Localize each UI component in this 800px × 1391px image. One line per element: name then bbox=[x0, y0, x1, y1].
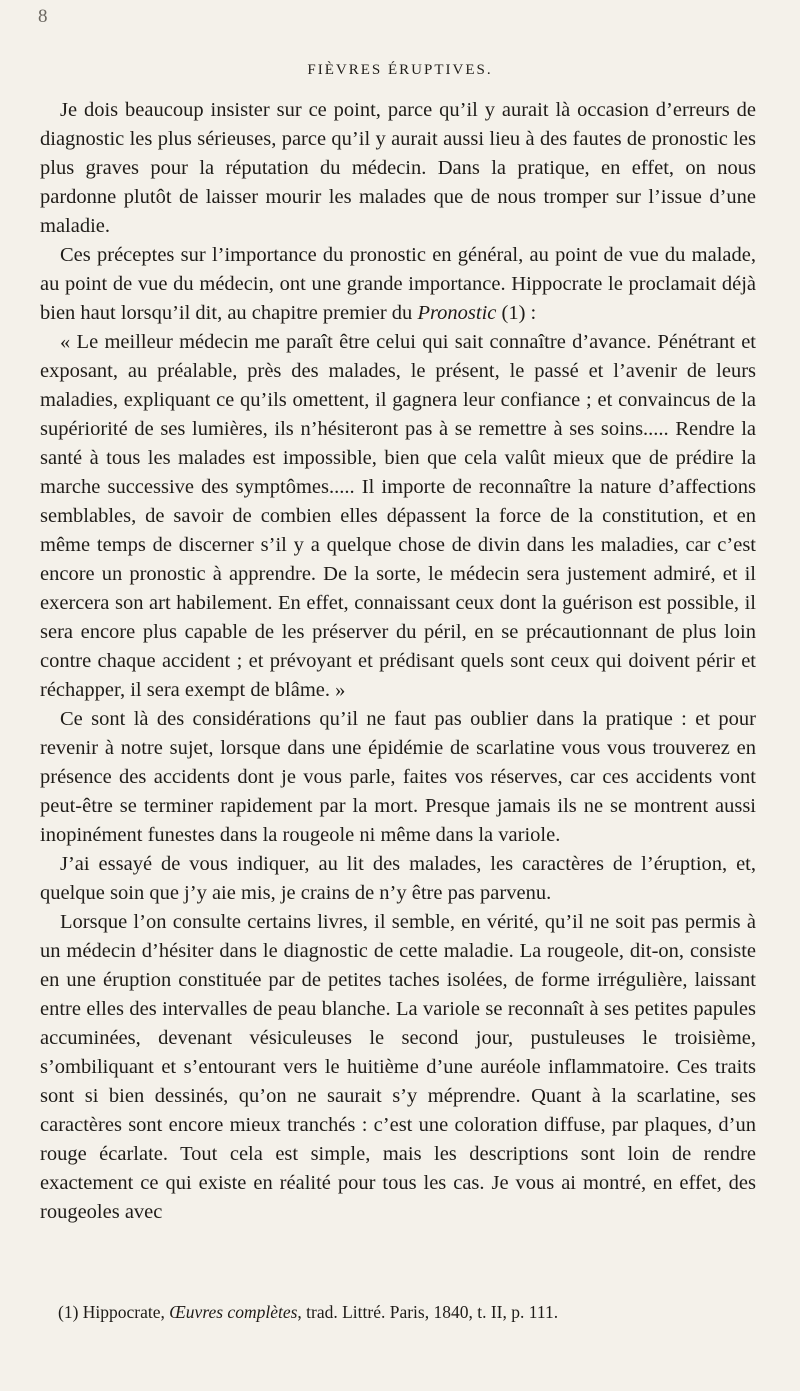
hippocrates-quotation: « Le meilleur médecin me paraît être celui qui sait connaître d’avance. Pénétrant et exposant, au préalable, près des malades, le présent, le passé et l’avenir de leurs maladies, expliquant ce qu’ils omettent, il gagnera leur confiance ; et convaincus de la supériorité de ses lumières, ils n’hésiteront pas à se remettre à ses soins..... Rendre la santé à tous les malades est impossible, bien que cela valût mieux que de prédire la marche successive des symptômes..... Il importe de reconnaître la nature d’affections semblables, de savoir de combien elles dépassent la force de la constitution, et en même temps de discerner s’il y a quelque chose de divin dans les maladies, car c’est encore un pronostic à apprendre. De la sorte, le médecin sera justement admiré, et il exercera son art habilement. En effet, connaissant ceux dont la guérison est possible, il sera encore plus capable de les préserver du péril, en se précautionnant de plus loin contre chaque accident ; et prévoyant et prédisant quels sont ceux qui doivent périr et réchapper, il sera exempt de blâme. » bbox=[40, 331, 756, 701]
page-number: 8 bbox=[38, 6, 48, 27]
paragraph-6: Lorsque l’on consulte certains livres, il semble, en vérité, qu’il ne soit pas permis à un médecin d’hésiter dans le diagnostic de cette maladie. La rougeole, dit-on, consiste en une éruption constituée par de petites taches isolées, de forme irrégulière, laissant entre elles des intervalles de peau blanche. La variole se reconnaît à ses petites papules accuminées, devenant vésiculeuses le second jour, pustuleuses le troisième, s’ombiliquant et s’entourant vers le huitième d’une auréole inflammatoire. Ces traits sont si bien dessinés, qu’on ne saurait s’y méprendre. Quant à la scarlatine, ses caractères sont encore mieux tranchés : c’est une coloration diffuse, par plaques, d’un rouge écarlate. Tout cela est simple, mais les descriptions sont loin de rendre exactement ce qui existe en réalité pour tous les cas. Je vous ai montré, en effet, des rougeoles avec bbox=[40, 911, 756, 1223]
paragraph-1: Je dois beaucoup insister sur ce point, parce qu’il y aurait là occasion d’erreurs de diagnostic les plus sérieuses, parce qu’il y aurait aussi lieu à des fautes de pronostic les plus graves pour la réputation du médecin. Dans la pratique, en effet, on nous pardonne plutôt de laisser mourir les malades que de nous tromper sur l’issue d’une maladie. bbox=[40, 99, 756, 237]
paragraph-2-tail: (1) : bbox=[496, 302, 537, 324]
paragraph-5: J’ai essayé de vous indiquer, au lit des malades, les caractères de l’éruption, et, quelque soin que j’y aie mis, je crains de n’y être pas parvenu. bbox=[40, 853, 756, 904]
footnote-marker: (1) Hippocrate, bbox=[58, 1302, 170, 1322]
paragraph-2-text: Ces préceptes sur l’importance du pronostic en général, au point de vue du malade, au point de vue du médecin, ont une grande importance. Hippocrate le proclamait déjà bien haut lorsqu’il dit, au chapitre premier du bbox=[40, 244, 756, 324]
paragraph-4: Ce sont là des considérations qu’il ne faut pas oublier dans la pratique : et pour revenir à notre sujet, lorsque dans une épidémie de scarlatine vous vous trouverez en présence des accidents dont je vous parle, faites vos réserves, car ces accidents vont peut-être se terminer rapidement par la mort. Presque jamais ils ne se montrent aussi inopinément funestes dans la rougeole ni même dans la variole. bbox=[40, 708, 756, 846]
running-title: FIÈVRES ÉRUPTIVES. bbox=[307, 62, 493, 78]
body-text bbox=[40, 96, 756, 1227]
footnote-reference: , trad. Littré. Paris, 1840, t. II, p. 111. bbox=[297, 1302, 559, 1322]
footnote-work-title: Œuvres complètes bbox=[169, 1302, 298, 1322]
paragraph-2 bbox=[40, 241, 756, 328]
pronostic-title: Pronostic bbox=[417, 302, 497, 324]
footnote bbox=[58, 1300, 756, 1324]
